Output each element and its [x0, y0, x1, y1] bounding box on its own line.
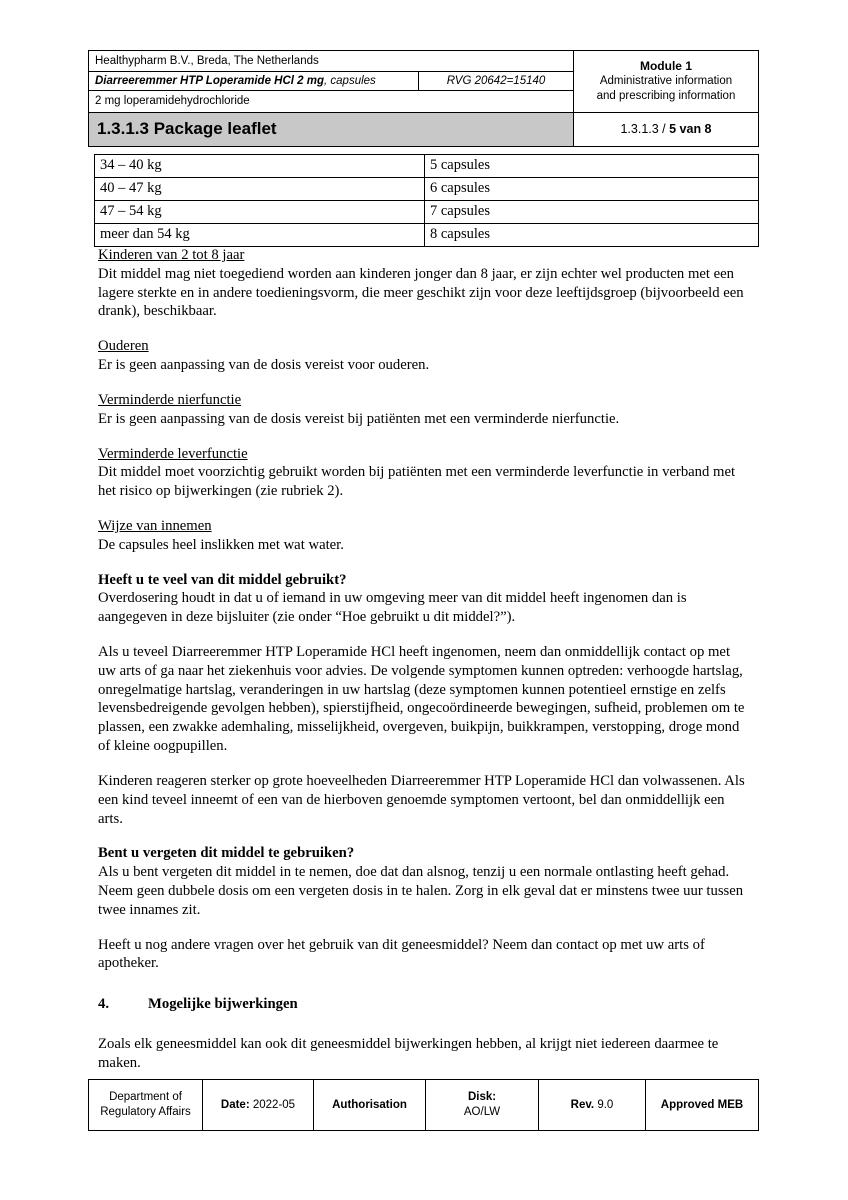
spacer — [98, 756, 746, 772]
footer-approved-label: Approved MEB — [660, 1098, 744, 1111]
paragraph-side-effects-intro: Zoals elk geneesmiddel kan ook dit geneesmiddel bijwerkingen hebben, al krijgt niet iedereen daarmee te maken. — [98, 1036, 719, 1071]
spacer — [98, 375, 746, 391]
dose-weight: 34 – 40 kg — [95, 155, 425, 178]
header-page-reference — [574, 112, 759, 146]
paragraph-overdose-3: Kinderen reageren sterker op grote hoeveelheden Diarreeremmer HTP Loperamide HCl dan volwassenen. Als een kind teveel inneemt of een van de hierboven genoemde symptomen vertoont, bel dan onmiddellijk een arts. — [98, 772, 745, 827]
section-4-body — [98, 1035, 746, 1073]
dosage-table — [94, 154, 759, 247]
footer-department — [89, 1080, 203, 1131]
table-row — [95, 155, 759, 178]
module-title: Module 1 — [639, 58, 692, 73]
paragraph-hepatic-impairment: Dit middel moet voorzichtig gebruikt worden bij patiënten met een verminderde leverfunctie in verband met het risico op bijwerkingen (zie rubriek 2). — [98, 464, 736, 500]
page-ref-number: 5 van 8 — [669, 122, 712, 137]
footer-date-value: 2022-05 — [249, 1098, 296, 1111]
paragraph-administration: De capsules heel inslikken met wat water. — [98, 536, 344, 553]
dose-weight: 40 – 47 kg — [95, 178, 425, 201]
section-4-heading — [98, 996, 746, 1013]
header-module-cell — [574, 51, 759, 113]
heading-administration: Wijze van innemen — [98, 517, 212, 534]
header-section-title: 1.3.1.3 Package leaflet — [89, 112, 574, 146]
footer-disk — [426, 1080, 539, 1131]
header-row-section — [89, 112, 759, 146]
spacer — [98, 429, 746, 445]
paragraph-overdose-2: Als u teveel Diarreeremmer HTP Loperamide HCl heeft ingenomen, neem dan onmiddellijk contact op met uw arts of ga naar het ziekenhuis voor advies. De volgende symptomen kunnen optreden: verhoogde hartslag, onregelmatige hartslag, veranderingen in uw hartslag (deze symptomen kunnen potentieel ernstige en zelfs levensbedreigende gevolgen hebben), spierstijfheid, ongecoördineerde bewegingen, sufheid, problemen om te plassen, een zwakke ademhaling, misselijkheid, overgeven, buikpijn, buikkrampen, verstopping, droge mond of kleine oogpupillen. — [98, 644, 745, 755]
document-body — [98, 246, 746, 973]
spacer — [98, 920, 746, 936]
paragraph-questions: Heeft u nog andere vragen over het gebruik van dit geneesmiddel? Neem dan contact op met uw arts of apotheker. — [98, 936, 705, 972]
document-header-table — [88, 50, 759, 147]
footer-approved — [646, 1080, 759, 1131]
module-line-2: and prescribing information — [596, 90, 736, 103]
heading-hepatic-impairment: Verminderde leverfunctie — [98, 445, 248, 462]
paragraph-overdose-1: Overdosering houdt in dat u of iemand in uw omgeving meer van dit middel heeft ingenomen dan is aangegeven in deze bijsluiter (zie onder “Hoe gebruikt u dit middel?”). — [98, 590, 687, 626]
dose-capsules: 8 capsules — [425, 224, 759, 247]
footer-row — [89, 1080, 759, 1131]
header-row-company — [89, 51, 759, 72]
table-row — [95, 178, 759, 201]
paragraph-forgotten-dose: Als u bent vergeten dit middel in te nemen, doe dat dan alsnog, tenzij u een normale ontlasting heeft gehad. Neem geen dubbele dosis om een vergeten dosis in te halen. Zorg in elk geval dat er minstens twee uur tussen twee innames zit. — [98, 864, 744, 918]
heading-elderly: Ouderen — [98, 338, 149, 355]
dose-capsules: 6 capsules — [425, 178, 759, 201]
footer-rev-value: 9.0 — [594, 1098, 614, 1111]
dose-weight: meer dan 54 kg — [95, 224, 425, 247]
heading-forgotten-dose: Bent u vergeten dit middel te gebruiken? — [98, 845, 355, 862]
spacer — [98, 321, 746, 337]
dose-capsules: 5 capsules — [425, 155, 759, 178]
heading-children: Kinderen van 2 tot 8 jaar — [98, 247, 245, 263]
footer-revision — [539, 1080, 646, 1131]
paragraph-renal-impairment: Er is geen aanpassing van de dosis vereist bij patiënten met een verminderde nierfunctie. — [98, 410, 620, 427]
header-company: Healthypharm B.V., Breda, The Netherlands — [89, 51, 574, 72]
section-4-title: Mogelijke bijwerkingen — [148, 996, 298, 1012]
footer-date — [203, 1080, 314, 1131]
footer-date-label: Date: — [220, 1098, 250, 1111]
header-substance: 2 mg loperamidehydrochloride — [89, 91, 574, 112]
table-row — [95, 201, 759, 224]
spacer — [98, 555, 746, 571]
product-name-suffix: , capsules — [324, 75, 376, 88]
footer-disk-value: AO/LW — [463, 1106, 501, 1118]
footer-rev-label: Rev. — [570, 1098, 595, 1111]
document-footer-table — [88, 1079, 759, 1131]
dose-capsules: 7 capsules — [425, 201, 759, 224]
spacer — [98, 828, 746, 844]
table-row — [95, 224, 759, 247]
header-product-name — [89, 72, 419, 91]
footer-disk-label: Disk: — [467, 1091, 497, 1104]
header-rvg-number: RVG 20642=15140 — [419, 72, 574, 91]
footer-department-line-1: Department of — [109, 1091, 182, 1104]
module-line-1: Administrative information — [599, 74, 733, 87]
footer-authorisation-label: Authorisation — [332, 1098, 407, 1111]
paragraph-elderly: Er is geen aanpassing van de dosis vereist voor ouderen. — [98, 357, 430, 374]
paragraph-children: Dit middel mag niet toegediend worden aan kinderen jonger dan 8 jaar, er zijn echter wel producten met een lagere sterkte en in andere toedieningsvorm, die meer geschikt zijn voor deze leeftijdsgroep (bijvoorbeeld een drank), beschikbaar. — [98, 265, 744, 320]
heading-overdose: Heeft u te veel van dit middel gebruikt? — [98, 571, 347, 588]
footer-department-line-2: Regulatory Affairs — [100, 1106, 191, 1118]
spacer — [98, 501, 746, 517]
product-name-text: Diarreeremmer HTP Loperamide HCl 2 mg — [95, 75, 325, 88]
section-4-number: 4. — [98, 996, 110, 1012]
dose-weight: 47 – 54 kg — [95, 201, 425, 224]
heading-renal-impairment: Verminderde nierfunctie — [98, 391, 242, 408]
page-ref-prefix: 1.3.1.3 / — [620, 122, 670, 137]
spacer — [98, 627, 746, 643]
footer-authorisation — [314, 1080, 426, 1131]
